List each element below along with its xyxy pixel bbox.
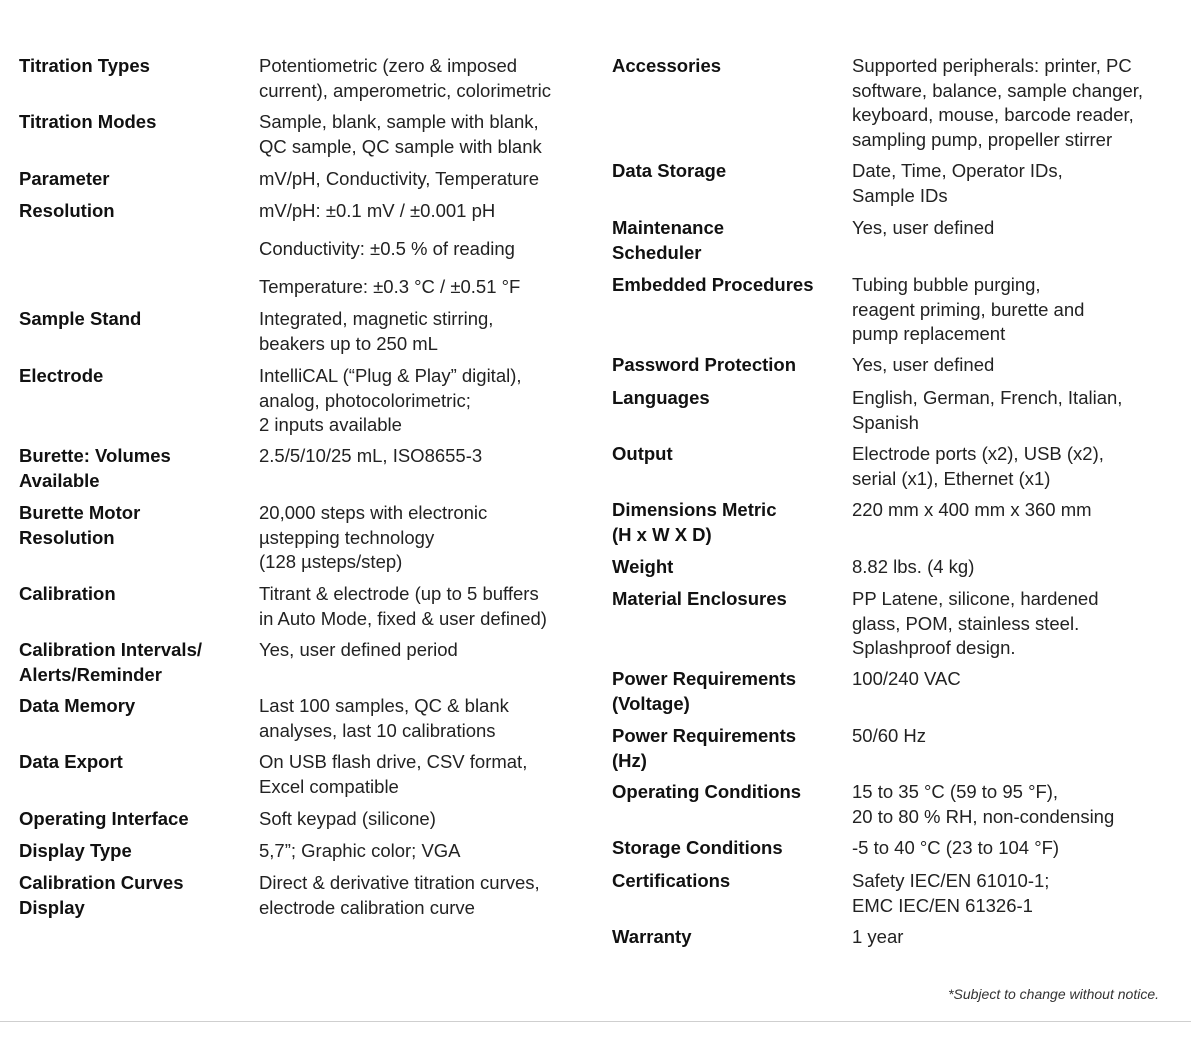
spec-label xyxy=(19,638,202,687)
spec-label-line: Sample Stand xyxy=(19,308,142,329)
spec-value xyxy=(852,667,961,692)
spec-value-line: 20,000 steps with electronic xyxy=(259,502,488,523)
spec-label xyxy=(19,807,189,832)
spec-value-line: Last 100 samples, QC & blank xyxy=(259,695,509,716)
spec-value xyxy=(852,836,1059,861)
spec-value-line: mV/pH: ±0.1 mV / ±0.001 pH xyxy=(259,200,496,221)
spec-value xyxy=(852,780,1114,829)
spec-label-line: Parameter xyxy=(19,168,110,189)
spec-value-line: PP Latene, silicone, hardened xyxy=(852,588,1099,609)
spec-value-line: Yes, user defined xyxy=(852,354,995,375)
spec-label xyxy=(612,587,787,612)
spec-value xyxy=(259,307,493,356)
spec-label-line: (H x W X D) xyxy=(612,523,712,545)
spec-label-line: Display Type xyxy=(19,840,132,861)
spec-label-line: Burette Motor xyxy=(19,502,141,523)
spec-value-line: 100/240 VAC xyxy=(852,668,961,689)
spec-label xyxy=(612,555,673,580)
spec-label-line: Operating Conditions xyxy=(612,781,802,802)
spec-value-line: mV/pH, Conductivity, Temperature xyxy=(259,168,540,189)
spec-value xyxy=(259,444,482,469)
spec-label-line: Alerts/Reminder xyxy=(19,663,162,685)
spec-label xyxy=(612,386,710,411)
spec-value-line: in Auto Mode, fixed & user defined) xyxy=(259,607,547,629)
spec-value-line: Potentiometric (zero & imposed xyxy=(259,55,518,76)
spec-label xyxy=(612,724,796,773)
spec-value-line: Sample IDs xyxy=(852,184,948,206)
spec-label xyxy=(612,54,721,79)
spec-value xyxy=(259,364,522,438)
spec-label-line: Material Enclosures xyxy=(612,588,787,609)
spec-label-line: Electrode xyxy=(19,365,104,386)
spec-label xyxy=(19,364,103,389)
spec-value-line: Titrant & electrode (up to 5 buffers xyxy=(259,583,539,604)
spec-value-line: Soft keypad (silicone) xyxy=(259,808,436,829)
spec-label-line: Embedded Procedures xyxy=(612,274,814,295)
spec-label xyxy=(19,110,156,135)
spec-value xyxy=(259,110,542,159)
spec-value xyxy=(259,582,547,631)
spec-label xyxy=(19,307,141,332)
spec-value xyxy=(259,501,487,575)
spec-label-line: Dimensions Metric xyxy=(612,499,777,520)
spec-value xyxy=(259,167,539,192)
spec-value-line: 8.82 lbs. (4 kg) xyxy=(852,556,975,577)
spec-label-line: Certifications xyxy=(612,870,731,891)
spec-value-line: EMC IEC/EN 61326-1 xyxy=(852,894,1033,916)
spec-value xyxy=(852,353,994,378)
spec-label xyxy=(19,167,110,192)
spec-label-line: (Voltage) xyxy=(612,692,690,714)
spec-label-line: Burette: Volumes xyxy=(19,445,171,466)
spec-value-line: software, balance, sample changer, xyxy=(852,79,1144,101)
spec-value-line: Splashproof design. xyxy=(852,637,1016,658)
spec-value-line: reagent priming, burette and xyxy=(852,298,1085,320)
spec-value-line: keyboard, mouse, barcode reader, xyxy=(852,104,1134,125)
spec-value xyxy=(259,807,436,832)
spec-label xyxy=(612,159,726,184)
spec-label-line: Maintenance xyxy=(612,217,725,238)
spec-label-line: Accessories xyxy=(612,55,722,76)
spec-label-line: Calibration Intervals/ xyxy=(19,639,202,660)
spec-value xyxy=(259,694,509,743)
spec-label xyxy=(19,750,123,775)
spec-label-line: Resolution xyxy=(19,200,115,221)
spec-label-line: Titration Modes xyxy=(19,111,157,132)
spec-label-line: Weight xyxy=(612,556,674,577)
spec-label xyxy=(19,199,115,224)
spec-label-line: Display xyxy=(19,896,85,918)
spec-value-line: (128 µsteps/step) xyxy=(259,551,403,572)
footnote: *Subject to change without notice. xyxy=(948,986,1159,1002)
spec-value xyxy=(259,839,461,864)
spec-value-line: 2 inputs available xyxy=(259,414,402,435)
spec-value-line: analog, photocolorimetric; xyxy=(259,389,471,411)
spec-value-line: Tubing bubble purging, xyxy=(852,274,1041,295)
spec-label xyxy=(612,273,814,298)
spec-label xyxy=(612,667,796,716)
spec-value-line: sampling pump, propeller stirrer xyxy=(852,128,1113,150)
spec-label xyxy=(612,216,724,265)
spec-value xyxy=(852,555,974,580)
spec-value xyxy=(852,159,1063,208)
spec-value-line: Integrated, magnetic stirring, xyxy=(259,308,494,329)
spec-value-line: pump replacement xyxy=(852,323,1006,344)
spec-label xyxy=(19,839,132,864)
spec-value xyxy=(259,638,458,663)
spec-value-line: 220 mm x 400 mm x 360 mm xyxy=(852,499,1092,520)
spec-value xyxy=(852,587,1099,661)
spec-value-line: Sample, blank, sample with blank, xyxy=(259,111,539,132)
spec-value xyxy=(852,386,1122,435)
spec-label xyxy=(612,925,692,950)
spec-value-line: English, German, French, Italian, xyxy=(852,387,1123,408)
spec-label-line: Data Export xyxy=(19,751,123,772)
bottom-divider xyxy=(0,1021,1191,1022)
spec-value-line: IntelliCAL (“Plug & Play” digital), xyxy=(259,365,522,386)
spec-value-line: Electrode ports (x2), USB (x2), xyxy=(852,443,1104,464)
spec-label xyxy=(612,442,673,467)
spec-label xyxy=(19,694,135,719)
spec-value xyxy=(852,54,1143,152)
spec-label xyxy=(612,780,801,805)
spec-label-line: Available xyxy=(19,469,100,491)
spec-value-line: On USB flash drive, CSV format, xyxy=(259,751,528,772)
spec-value-line: analyses, last 10 calibrations xyxy=(259,719,496,741)
spec-label-line: Operating Interface xyxy=(19,808,189,829)
spec-label xyxy=(19,54,150,79)
spec-value-line: serial (x1), Ethernet (x1) xyxy=(852,467,1051,489)
spec-value-line: -5 to 40 °C (23 to 104 °F) xyxy=(852,837,1060,858)
spec-value xyxy=(852,869,1049,918)
spec-value xyxy=(852,724,926,749)
spec-label-line: Storage Conditions xyxy=(612,837,783,858)
spec-value-line: 5,7”; Graphic color; VGA xyxy=(259,840,461,861)
spec-label xyxy=(612,869,730,894)
spec-value-line: Conductivity: ±0.5 % of reading xyxy=(259,238,515,259)
spec-value xyxy=(259,750,527,799)
spec-label xyxy=(612,836,783,861)
spec-value-line: 1 year xyxy=(852,926,904,947)
spec-label-line: Calibration Curves xyxy=(19,872,184,893)
spec-value-line: current), amperometric, colorimetric xyxy=(259,79,551,101)
spec-label-line: Titration Types xyxy=(19,55,150,76)
spec-label-line: Password Protection xyxy=(612,354,797,375)
spec-label xyxy=(612,353,796,378)
spec-value-line: 50/60 Hz xyxy=(852,725,927,746)
spec-label-line: Data Memory xyxy=(19,695,136,716)
spec-value xyxy=(259,54,551,103)
spec-label xyxy=(19,871,184,920)
spec-label-line: Resolution xyxy=(19,526,115,548)
spec-label-line: Calibration xyxy=(19,583,116,604)
spec-value-line: glass, POM, stainless steel. xyxy=(852,612,1080,634)
spec-label xyxy=(19,444,171,493)
spec-value-line: 20 to 80 % RH, non-condensing xyxy=(852,805,1115,827)
spec-value-line: QC sample, QC sample with blank xyxy=(259,135,542,157)
spec-label-line: Languages xyxy=(612,387,710,408)
spec-label-line: Warranty xyxy=(612,926,692,947)
spec-value xyxy=(852,498,1092,523)
spec-value xyxy=(259,871,540,920)
spec-label-line: Data Storage xyxy=(612,160,727,181)
spec-value xyxy=(259,199,495,224)
spec-value xyxy=(852,925,903,950)
spec-value-line: Yes, user defined period xyxy=(259,639,458,660)
spec-label-line: Scheduler xyxy=(612,241,702,263)
spec-label xyxy=(19,582,116,607)
spec-value-line: beakers up to 250 mL xyxy=(259,332,438,354)
spec-value-line: µstepping technology xyxy=(259,526,435,548)
spec-label xyxy=(612,498,777,547)
spec-value-line: Excel compatible xyxy=(259,775,399,797)
spec-value-line: Safety IEC/EN 61010-1; xyxy=(852,870,1050,891)
spec-label-line: Power Requirements xyxy=(612,668,797,689)
spec-value xyxy=(852,216,994,241)
spec-value-line: Direct & derivative titration curves, xyxy=(259,872,540,893)
spec-value-line: Date, Time, Operator IDs, xyxy=(852,160,1063,181)
spec-value-line: 2.5/5/10/25 mL, ISO8655-3 xyxy=(259,445,483,466)
spec-value-line: Spanish xyxy=(852,411,919,433)
spec-label-line: (Hz) xyxy=(612,749,647,771)
spec-value xyxy=(852,273,1084,347)
spec-value-line: electrode calibration curve xyxy=(259,896,475,918)
spec-label xyxy=(19,501,140,550)
spec-value xyxy=(852,442,1104,491)
spec-value-line: 15 to 35 °C (59 to 95 °F), xyxy=(852,781,1059,802)
spec-value-line: Temperature: ±0.3 °C / ±0.51 °F xyxy=(259,276,521,297)
spec-value-line: Supported peripherals: printer, PC xyxy=(852,55,1132,76)
spec-label-line: Output xyxy=(612,443,673,464)
spec-value-line: Yes, user defined xyxy=(852,217,995,238)
spec-value xyxy=(259,275,520,300)
spec-label-line: Power Requirements xyxy=(612,725,797,746)
spec-value xyxy=(259,237,515,262)
